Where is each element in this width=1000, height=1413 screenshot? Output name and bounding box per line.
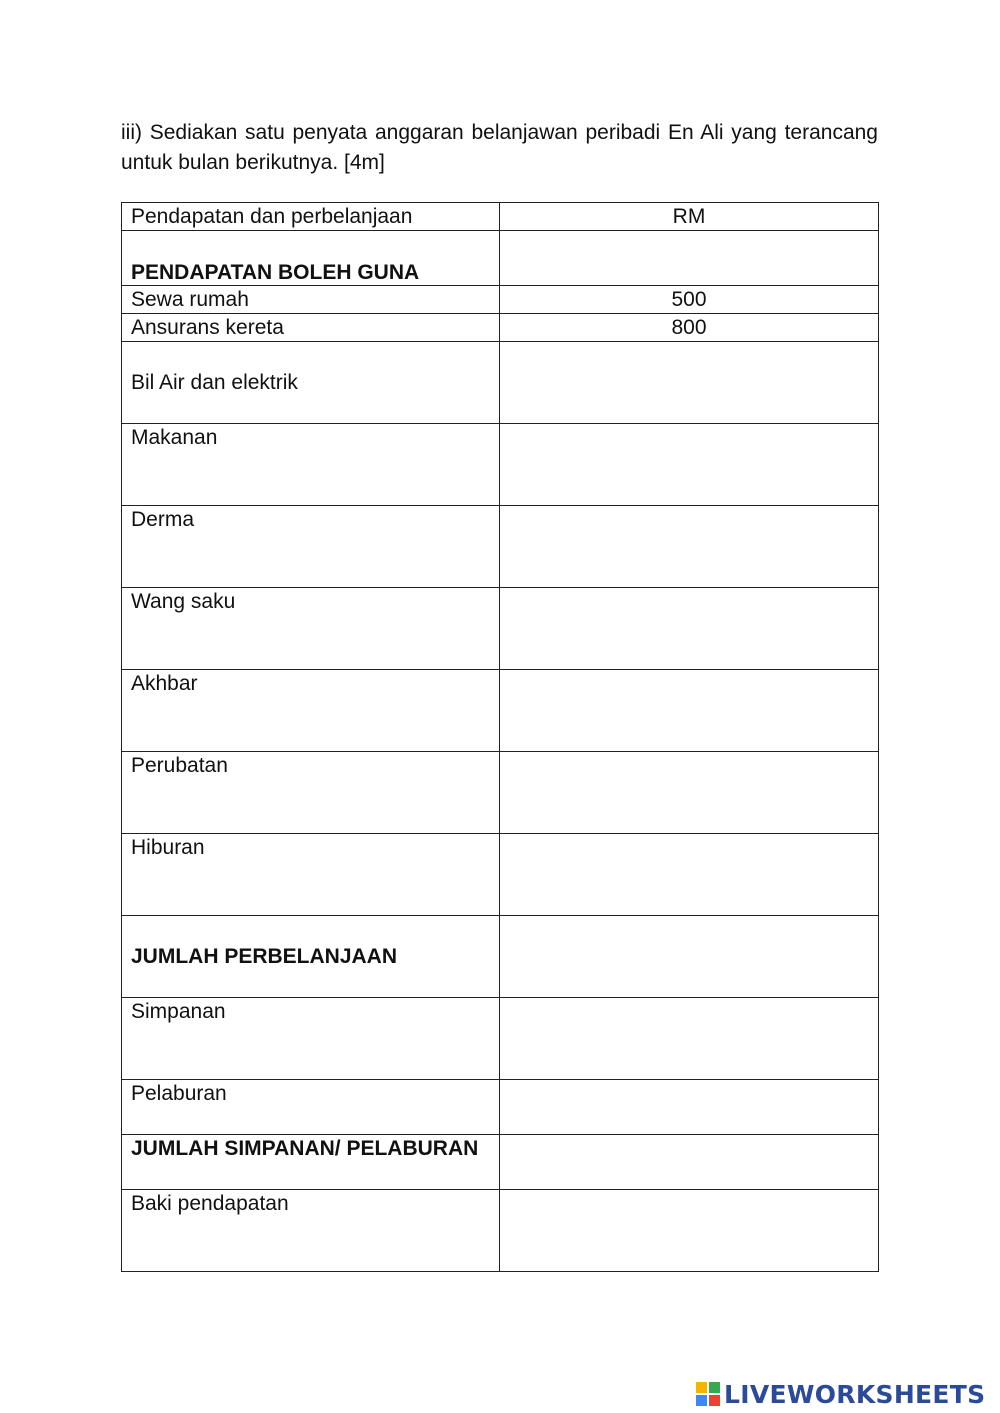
row-label: JUMLAH PERBELANJAAN bbox=[122, 916, 500, 998]
answer-cell[interactable] bbox=[500, 588, 879, 670]
table-row bbox=[122, 286, 879, 314]
table-header-row bbox=[122, 203, 879, 231]
table-row bbox=[122, 752, 879, 834]
table-row bbox=[122, 588, 879, 670]
answer-cell[interactable] bbox=[500, 231, 879, 286]
table-row bbox=[122, 998, 879, 1080]
answer-cell[interactable] bbox=[500, 834, 879, 916]
value-cell: 800 bbox=[500, 314, 879, 342]
row-label: Ansurans kereta bbox=[122, 314, 500, 342]
row-label: Derma bbox=[122, 506, 500, 588]
value-cell: 500 bbox=[500, 286, 879, 314]
table-row bbox=[122, 916, 879, 998]
table-row bbox=[122, 424, 879, 506]
table-row bbox=[122, 670, 879, 752]
table-row bbox=[122, 1135, 879, 1190]
answer-cell[interactable] bbox=[500, 506, 879, 588]
answer-cell[interactable] bbox=[500, 342, 879, 424]
row-label: Bil Air dan elektrik bbox=[122, 342, 500, 424]
table-row bbox=[122, 834, 879, 916]
row-label: Baki pendapatan bbox=[122, 1190, 500, 1272]
row-label: JUMLAH SIMPANAN/ PELABURAN bbox=[122, 1135, 500, 1190]
answer-cell[interactable] bbox=[500, 998, 879, 1080]
row-label: Sewa rumah bbox=[122, 286, 500, 314]
row-label: Wang saku bbox=[122, 588, 500, 670]
row-label: Pelaburan bbox=[122, 1080, 500, 1135]
answer-cell[interactable] bbox=[500, 424, 879, 506]
answer-cell[interactable] bbox=[500, 916, 879, 998]
row-label: Hiburan bbox=[122, 834, 500, 916]
answer-cell[interactable] bbox=[500, 670, 879, 752]
header-label: Pendapatan dan perbelanjaan bbox=[122, 203, 500, 231]
answer-cell[interactable] bbox=[500, 1080, 879, 1135]
table-row bbox=[122, 314, 879, 342]
table-row bbox=[122, 231, 879, 286]
question-text: iii) Sediakan satu penyata anggaran belanjawan peribadi En Ali yang terancang untuk bulan berikutnya. [4m] bbox=[121, 121, 878, 174]
row-label: Simpanan bbox=[122, 998, 500, 1080]
row-label: Akhbar bbox=[122, 670, 500, 752]
row-label: Perubatan bbox=[122, 752, 500, 834]
row-label: PENDAPATAN BOLEH GUNA bbox=[122, 231, 500, 286]
table-row bbox=[122, 1080, 879, 1135]
answer-cell[interactable] bbox=[500, 1135, 879, 1190]
answer-cell[interactable] bbox=[500, 752, 879, 834]
table-row bbox=[122, 506, 879, 588]
header-value: RM bbox=[500, 203, 879, 231]
brand-name: LIVEWORKSHEETS bbox=[724, 1379, 986, 1409]
budget-table bbox=[121, 202, 879, 1272]
table-row bbox=[122, 1190, 879, 1272]
row-label: Makanan bbox=[122, 424, 500, 506]
answer-cell[interactable] bbox=[500, 1190, 879, 1272]
liveworksheets-brand bbox=[696, 1379, 985, 1409]
table-row bbox=[122, 342, 879, 424]
liveworksheets-logo-icon bbox=[696, 1382, 720, 1406]
